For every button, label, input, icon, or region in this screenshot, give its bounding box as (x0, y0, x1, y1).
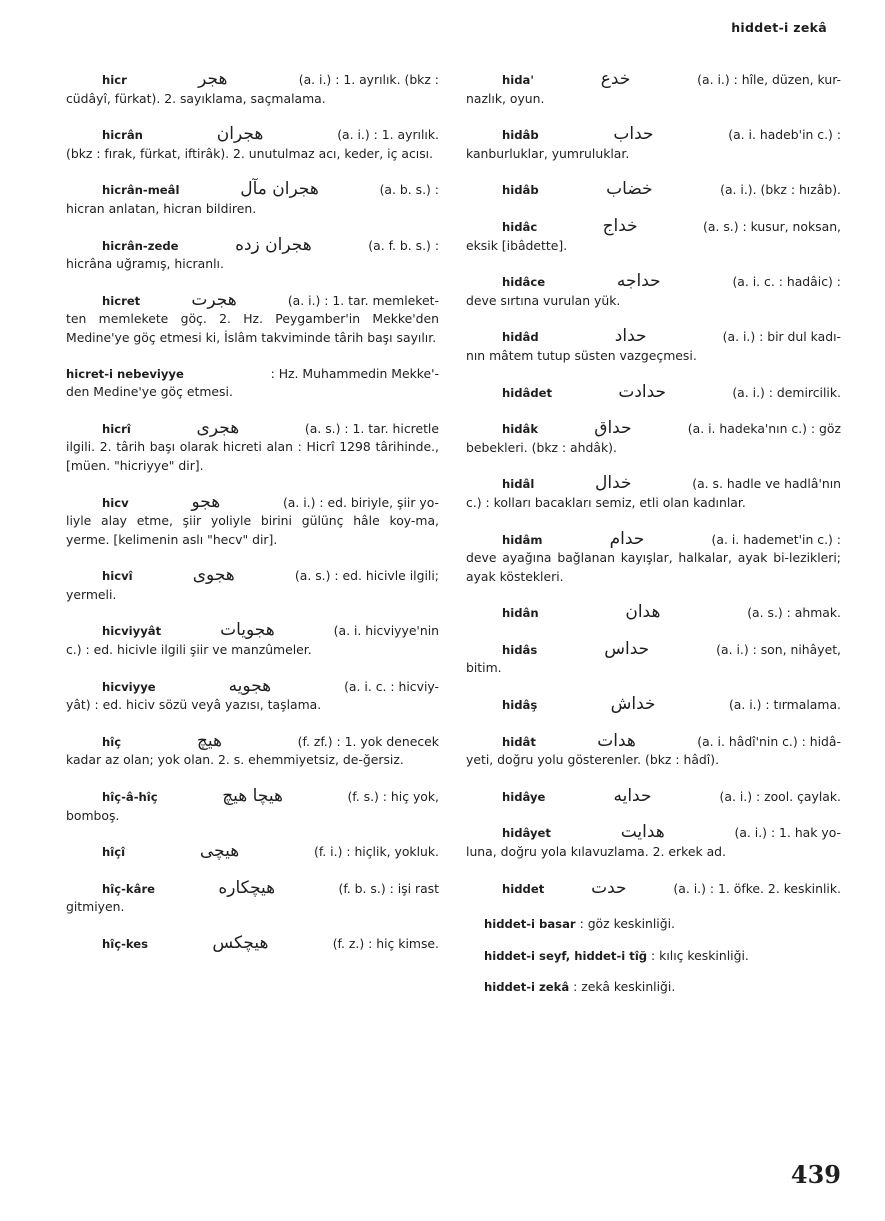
arabic-script: هيچا هيچ (222, 786, 283, 807)
dictionary-entry (66, 291, 439, 348)
definition-start: (a. i.). (bkz : hızâb). (720, 182, 841, 198)
dictionary-entry (466, 640, 841, 678)
headword: hidâş (502, 698, 538, 713)
definition-start: (a. i. hâdî'nin c.) : hidâ- (697, 733, 841, 749)
dictionary-entry (466, 125, 841, 163)
entry-head-line (66, 842, 439, 862)
headword: hicrî (102, 421, 131, 436)
entry-head-line (66, 419, 439, 439)
headword: hidâdet (502, 385, 553, 400)
arabic-script: خدال (595, 473, 632, 494)
entry-head-line (466, 383, 841, 403)
entry-head-line (66, 934, 439, 954)
entry-head-line (466, 474, 841, 494)
arabic-script: حدايه (613, 785, 652, 806)
dictionary-entry (66, 180, 439, 218)
definition-start: (a. i. c. : hicviy- (344, 678, 439, 694)
arabic-script: خداج (602, 215, 638, 236)
arabic-script: حدادت (618, 381, 667, 402)
dictionary-entry (466, 732, 841, 770)
definition-continued: cüdâyî, fürkat). 2. sayıklama, saçmalama. (66, 90, 326, 106)
definition-start: (a. i. hadeka'nın c.) : göz (687, 421, 841, 437)
page-number: 439 (790, 1160, 841, 1189)
dictionary-entry (466, 180, 841, 200)
sub-entry (466, 947, 841, 966)
definition-continued: kadar az olan; yok olan. 2. s. ehemmiyetsiz, de-ğersiz. (66, 752, 404, 768)
entry-head-line (466, 732, 841, 752)
headword: hicviyyât (102, 624, 162, 639)
definition-continued: yeti, doğru yolu gösterenler. (bkz : hâdî). (466, 752, 720, 768)
headword: hicrân-zede (102, 238, 179, 253)
arabic-script: هجرى (196, 417, 240, 438)
definition-start: (a. i. hicviyye'nin (333, 623, 439, 639)
dictionary-entry (66, 493, 439, 550)
dictionary-entry (66, 879, 439, 917)
definition-start: (a. i.) : bir dul kadı- (722, 329, 841, 345)
definition-start: (a. i.) : zool. çaylak. (719, 788, 841, 804)
arabic-script: خضاب (606, 179, 653, 200)
arabic-script: هيچكس (212, 933, 269, 953)
definition-continued: bitim. (466, 660, 502, 676)
entry-head-line (66, 621, 439, 641)
arabic-script: حداجه (616, 271, 661, 292)
definition-continued: den Medine'ye göç etmesi. (66, 384, 233, 400)
headword: hidân (502, 606, 539, 621)
definition-start: (a. s.) : ahmak. (747, 605, 841, 621)
arabic-script: خداش (610, 694, 656, 715)
dictionary-entry (66, 842, 439, 862)
definition-continued: liyle alay etme, şiir yoliyle birini gülünç hâle koy-ma, yerme. [kelimenin aslı "hecv" dir]. (66, 513, 439, 547)
headword: hîç-â-hîç (102, 790, 158, 805)
definition-start: (a. i.) : ed. biriyle, şiir yo- (282, 494, 439, 510)
entry-head-line (466, 695, 841, 715)
headword: hicvî (102, 569, 133, 584)
entry-head-line (66, 732, 439, 752)
dictionary-entry (466, 823, 841, 861)
dictionary-entry (66, 236, 439, 274)
sub-definition: : kılıç keskinliği. (651, 947, 749, 963)
definition-start: (a. s. hadle ve hadlâ'nın (692, 476, 841, 492)
dictionary-entry (466, 327, 841, 365)
dictionary-entry (66, 365, 439, 402)
entry-head-line (466, 603, 841, 623)
entry-head-line (66, 291, 439, 311)
left-column (66, 70, 439, 971)
entry-head-line (466, 419, 841, 439)
arabic-script: خدع (600, 69, 631, 89)
entry-head-line (466, 272, 841, 292)
arabic-script: حداد (614, 326, 647, 347)
entry-head-line (466, 70, 841, 90)
headword: hidâb (502, 183, 539, 198)
dictionary-entry (466, 787, 841, 807)
arabic-script: حداق (594, 418, 632, 439)
entry-head-line (466, 879, 841, 899)
definition-continued: deve sırtına vurulan yük. (466, 292, 621, 308)
definition-start: (a. i.) : 1. ayrılık. (337, 127, 439, 143)
definition-continued: nın mâtem tutup süsten vazgeçmesi. (466, 347, 697, 363)
running-header: hiddet-i zekâ (731, 20, 827, 35)
headword: hidâb (502, 128, 539, 143)
headword: hicviyye (102, 679, 156, 694)
headword: hiddet (502, 881, 545, 896)
definition-continued: kanburluklar, yumruluklar. (466, 145, 630, 161)
arabic-script: هجرت (191, 289, 237, 310)
definition-continued: gitmiyen. (66, 899, 125, 915)
headword: hîç-kes (102, 937, 149, 951)
definition-start: (a. i.) : hîle, düzen, kur- (697, 72, 841, 87)
definition-continued: yermeli. (66, 586, 117, 602)
definition-start: (a. f. b. s.) : (368, 237, 439, 253)
arabic-script: هجران زده (235, 234, 312, 255)
definition-start: (f. i.) : hiçlik, yokluk. (314, 844, 439, 860)
definition-continued: ten memlekete göç. 2. Hz. Peygamber'in Mekke'den Medine'ye göç etmesi ki, İslâm takviminde târih başı sayılır. (66, 311, 439, 345)
definition-continued: (bkz : fırak, fürkat, iftirâk). 2. unutulmaz acı, keder, iç acısı. (66, 145, 434, 161)
headword: hicret-i nebeviyye (66, 366, 184, 381)
arabic-script: هيچكاره (218, 877, 276, 898)
dictionary-entry (466, 879, 841, 899)
definition-start: (a. i.) : 1. tar. memleket- (287, 292, 439, 308)
headword: hidâs (502, 642, 538, 657)
entry-head-line (466, 640, 841, 660)
dictionary-entry (66, 566, 439, 604)
arabic-script: هجران مآل (240, 179, 319, 200)
headword: hicret (102, 293, 141, 308)
headword: hidât (502, 734, 536, 749)
entry-head-line (466, 787, 841, 807)
definition-start: (f. z.) : hiç kimse. (332, 936, 439, 951)
entry-head-line (466, 180, 841, 200)
definition-continued: ilgili. 2. târih başı olarak hicreti alan : Hicrî 1298 târihinde., [müen. "hicriyye" dir]. (66, 439, 439, 473)
sub-definition: : zekâ keskinliği. (573, 979, 676, 995)
definition-start: : Hz. Muhammedin Mekke'- (270, 365, 439, 381)
dictionary-entry (466, 272, 841, 310)
entry-head-line (466, 125, 841, 145)
arabic-script: هجران (216, 124, 264, 145)
definition-continued: bebekleri. (bkz : ahdâk). (466, 439, 617, 455)
entry-head-line (66, 677, 439, 697)
sub-definition: : göz keskinliği. (579, 916, 675, 932)
headword: hidâl (502, 477, 535, 492)
entry-head-line (466, 530, 841, 550)
definition-start: (a. i.) : tırmalama. (728, 697, 841, 713)
dictionary-entry (466, 217, 841, 255)
dictionary-entry (66, 934, 439, 954)
dictionary-entry (466, 530, 841, 587)
entry-head-line (66, 879, 439, 899)
headword: hidâd (502, 330, 539, 345)
dictionary-entry (466, 70, 841, 108)
arabic-script: حدام (609, 528, 645, 549)
arabic-script: هدان (625, 602, 661, 623)
arabic-script: هجوى (192, 565, 235, 586)
headword: hidâye (502, 789, 546, 804)
entry-head-line (66, 70, 439, 90)
entry-head-line (466, 217, 841, 237)
arabic-script: هجويات (220, 620, 275, 641)
definition-continued: hicrâna uğramış, hicranlı. (66, 256, 224, 272)
dictionary-entry (66, 70, 439, 108)
dictionary-entry (66, 787, 439, 825)
dictionary-entry (66, 125, 439, 163)
entry-head-line (66, 566, 439, 586)
arabic-script: هجو (191, 491, 221, 512)
definition-start: (a. i. hademet'in c.) : (711, 531, 841, 547)
headword: hicrân (102, 128, 143, 143)
definition-continued: hicran anlatan, hicran bildiren. (66, 200, 257, 216)
entry-head-line (66, 365, 439, 384)
headword: hidâk (502, 422, 539, 437)
arabic-script: هدات (597, 730, 636, 751)
arabic-script: هجويه (228, 675, 272, 696)
definition-start: (f. zf.) : 1. yok denecek (297, 733, 439, 749)
definition-start: (a. i. c. : hadâic) : (732, 274, 841, 290)
entry-head-line (66, 180, 439, 200)
arabic-script: حداس (604, 638, 650, 659)
definition-start: (f. s.) : hiç yok, (347, 789, 439, 805)
definition-start: (a. i.) : son, nihâyet, (716, 641, 841, 657)
sub-headword: hiddet-i seyf, hiddet-i tîğ (484, 948, 648, 963)
headword: hidâce (502, 275, 546, 290)
headword: hîçî (102, 845, 126, 860)
sub-entry (466, 915, 841, 934)
arabic-script: حداب (613, 124, 654, 145)
headword: hîç (102, 734, 122, 749)
entry-head-line (466, 823, 841, 843)
arabic-script: هدايت (620, 822, 665, 843)
headword: hidâc (502, 219, 538, 234)
definition-continued: c.) : ed. hicivle ilgili şiir ve manzûmeler. (66, 642, 312, 658)
sub-headword: hiddet-i zekâ (484, 980, 570, 995)
definition-start: (a. i.) : 1. öfke. 2. keskinlik. (673, 880, 841, 896)
headword: hidâyet (502, 826, 551, 841)
definition-start: (f. b. s.) : işi rast (338, 880, 439, 896)
definition-start: (a. i.) : 1. ayrılık. (bkz : (298, 72, 439, 87)
definition-start: (a. i. hadeb'in c.) : (728, 127, 841, 143)
arabic-script: هجر (198, 69, 228, 89)
dictionary-entry (66, 677, 439, 715)
right-column (466, 70, 841, 1010)
definition-continued: c.) : kolları bacakları semiz, etli olan kadınlar. (466, 494, 746, 510)
headword: hicrân-meâl (102, 183, 180, 198)
definition-continued: yât) : ed. hiciv sözü veyâ yazısı, taşlama. (66, 697, 322, 713)
dictionary-entry (66, 732, 439, 770)
definition-continued: luna, doğru yola kılavuzlama. 2. erkek ad. (466, 844, 726, 860)
dictionary-entry (66, 419, 439, 476)
entry-head-line (66, 236, 439, 256)
headword: hidâm (502, 532, 543, 547)
definition-start: (a. s.) : ed. hicivle ilgili; (294, 568, 439, 584)
definition-start: (a. s.) : kusur, noksan, (703, 218, 841, 234)
headword: hicr (102, 73, 127, 87)
definition-start: (a. i.) : demircilik. (732, 384, 841, 400)
arabic-script: هيچى (199, 841, 240, 862)
dictionary-entry (66, 621, 439, 659)
definition-start: (a. s.) : 1. tar. hicretle (304, 420, 439, 436)
entry-head-line (66, 787, 439, 807)
headword: hida' (502, 73, 534, 87)
arabic-script: حدت (591, 877, 627, 898)
entry-head-line (466, 327, 841, 347)
definition-continued: deve ayağına bağlanan kayışlar, halkalar, ayak bi-lezikleri; ayak köstekleri. (466, 550, 841, 584)
dictionary-entry (466, 603, 841, 623)
definition-continued: nazlık, oyun. (466, 90, 545, 106)
dictionary-entry (466, 474, 841, 512)
sub-headword: hiddet-i basar (484, 917, 576, 932)
sub-entry (466, 978, 841, 997)
entry-head-line (66, 125, 439, 145)
arabic-script: هيچ (196, 730, 222, 751)
definition-continued: eksik [ibâdette]. (466, 237, 568, 253)
definition-continued: bomboş. (66, 807, 120, 823)
dictionary-entry (466, 695, 841, 715)
dictionary-entry (466, 419, 841, 457)
definition-start: (a. b. s.) : (379, 182, 439, 198)
definition-start: (a. i.) : 1. hak yo- (734, 825, 841, 841)
dictionary-entry (466, 383, 841, 403)
entry-head-line (66, 493, 439, 513)
headword: hîç-kâre (102, 881, 156, 896)
headword: hicv (102, 495, 129, 510)
